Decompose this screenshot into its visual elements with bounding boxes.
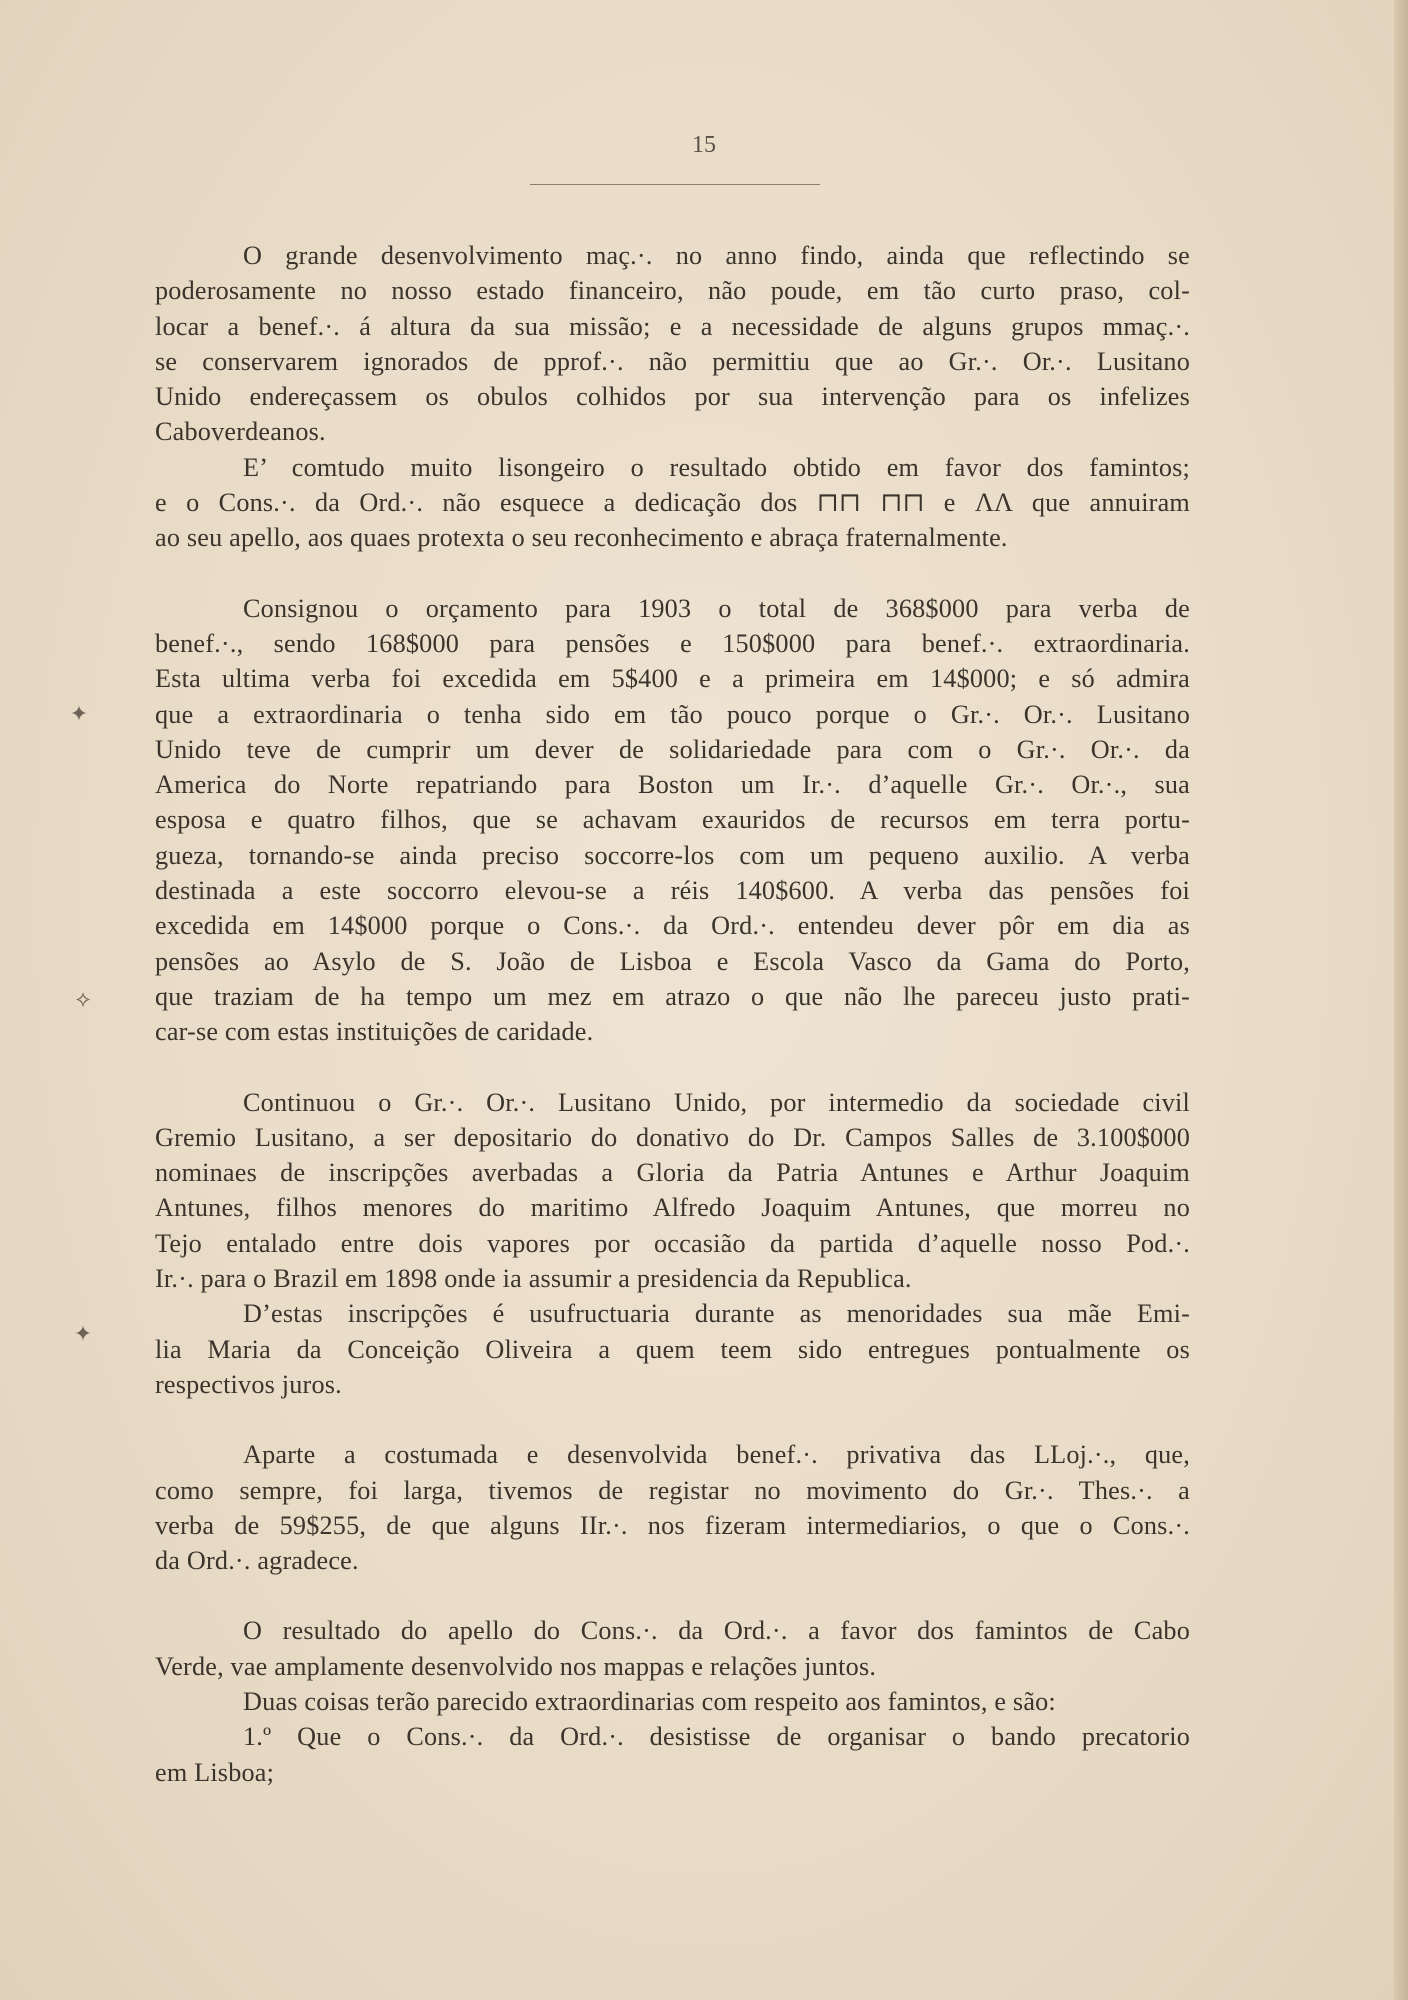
text-line: benef.·., sendo 168$000 para pensões e 150$000 para benef.·. extraordinaria. — [155, 628, 1190, 658]
text-line: Caboverdeanos. — [155, 417, 326, 447]
text-line: locar a benef.·. á altura da sua missão; e a necessidade de alguns grupos mmaç.·. — [155, 311, 1190, 341]
paragraph — [155, 238, 1190, 450]
paragraph — [155, 1613, 1190, 1684]
text-line: pensões ao Asylo de S. João de Lisboa e Escola Vasco da Gama do Porto, — [155, 946, 1190, 976]
text-line: Unido endereçassem os obulos colhidos por sua intervenção para os infelizes — [155, 382, 1190, 412]
text-line: Consignou o orçamento para 1903 o total de 368$000 para verba de — [243, 593, 1190, 623]
text-line: que traziam de ha tempo um mez em atrazo o que não lhe pareceu justo prati- — [155, 981, 1190, 1011]
text-line: Duas coisas terão parecido extraordinarias com respeito aos famintos, e são: — [243, 1686, 1056, 1716]
header-rule — [530, 184, 820, 185]
page-number: 15 — [692, 132, 716, 158]
text-line: Antunes, filhos menores do maritimo Alfredo Joaquim Antunes, que morreu no — [155, 1193, 1190, 1223]
text-line: da Ord.·. agradece. — [155, 1546, 359, 1576]
text-line: America do Norte repatriando para Boston um Ir.·. d’aquelle Gr.·. Or.·., sua — [155, 770, 1190, 800]
text-line: car-se com estas instituições de caridade. — [155, 1017, 594, 1047]
text-line: que a extraordinaria o tenha sido em tão pouco porque o Gr.·. Or.·. Lusitano — [155, 699, 1190, 729]
pin-mark-icon: ✦ — [69, 701, 89, 726]
text-line: nominaes de inscripções averbadas a Gloria da Patria Antunes e Arthur Joaquim — [155, 1158, 1190, 1188]
text-line: lia Maria da Conceição Oliveira a quem teem sido entregues pontualmente os — [155, 1334, 1190, 1364]
text-line: e o Cons.·. da Ord.·. não esquece a dedicação dos ⊓⊓ ⊓⊓ e ΛΛ que annuiram — [155, 488, 1190, 518]
paragraph — [155, 591, 1190, 1050]
text-line: excedida em 14$000 porque o Cons.·. da Ord.·. entendeu dever pôr em dia as — [155, 911, 1190, 941]
text-line: Esta ultima verba foi excedida em 5$400 e a primeira em 14$000; e só admira — [155, 664, 1190, 694]
text-line: Continuou o Gr.·. Or.·. Lusitano Unido, por intermedio da sociedade civil — [243, 1087, 1190, 1117]
text-line: verba de 59$255, de que alguns IIr.·. nos fizeram intermediarios, o que o Cons.·. — [155, 1510, 1190, 1540]
text-line: E’ comtudo muito lisongeiro o resultado obtido em favor dos famintos; — [243, 452, 1190, 482]
pin-mark-icon: ⟡ — [75, 986, 91, 1011]
text-line: Aparte a costumada e desenvolvida benef.·. privativa das LLoj.·., que, — [243, 1440, 1190, 1470]
page-edge — [1394, 0, 1408, 2000]
text-line: se conservarem ignorados de pprof.·. não permittiu que ao Gr.·. Or.·. Lusitano — [155, 346, 1190, 376]
text-line: Verde, vae amplamente desenvolvido nos mappas e relações juntos. — [155, 1651, 877, 1681]
body-text — [155, 238, 1190, 1790]
paragraph — [155, 1296, 1190, 1402]
text-line: 1.º Que o Cons.·. da Ord.·. desistisse de organisar o bando precatorio — [243, 1722, 1190, 1752]
text-line: O resultado do apello do Cons.·. da Ord.·. a favor dos famintos de Cabo — [243, 1616, 1190, 1646]
text-line: como sempre, foi larga, tivemos de registar no movimento do Gr.·. Thes.·. a — [155, 1475, 1190, 1505]
text-line: gueza, tornando-se ainda preciso soccorre-los com um pequeno auxilio. A verba — [155, 840, 1190, 870]
text-line: ao seu apello, aos quaes protexta o seu reconhecimento e abraça fraternalmente. — [155, 523, 1008, 553]
text-line: D’estas inscripções é usufructuaria durante as menoridades sua mãe Emi- — [243, 1299, 1190, 1329]
text-line: esposa e quatro filhos, que se achavam exauridos de recursos em terra portu- — [155, 805, 1190, 835]
paragraph — [155, 1437, 1190, 1578]
text-line: poderosamente no nosso estado financeiro, não poude, em tão curto praso, col- — [155, 276, 1190, 306]
text-line: Unido teve de cumprir um dever de solidariedade para com o Gr.·. Or.·. da — [155, 734, 1190, 764]
text-line: em Lisboa; — [155, 1757, 275, 1787]
pin-mark-icon: ✦ — [73, 1321, 93, 1346]
paragraph — [155, 1085, 1190, 1297]
paragraph — [155, 1684, 1190, 1719]
text-line: Gremio Lusitano, a ser depositario do donativo do Dr. Campos Salles de 3.100$000 — [155, 1122, 1190, 1152]
paragraph — [155, 1719, 1190, 1790]
paragraph — [155, 450, 1190, 556]
text-line: destinada a este soccorro elevou-se a réis 140$600. A verba das pensões foi — [155, 876, 1190, 906]
text-line: O grande desenvolvimento maç.·. no anno findo, ainda que reflectindo se — [243, 241, 1190, 270]
text-line: Tejo entalado entre dois vapores por occasião da partida d’aquelle nosso Pod.·. — [155, 1228, 1190, 1258]
text-line: respectivos juros. — [155, 1369, 342, 1399]
text-line: Ir.·. para o Brazil em 1898 onde ia assumir a presidencia da Republica. — [155, 1264, 912, 1294]
